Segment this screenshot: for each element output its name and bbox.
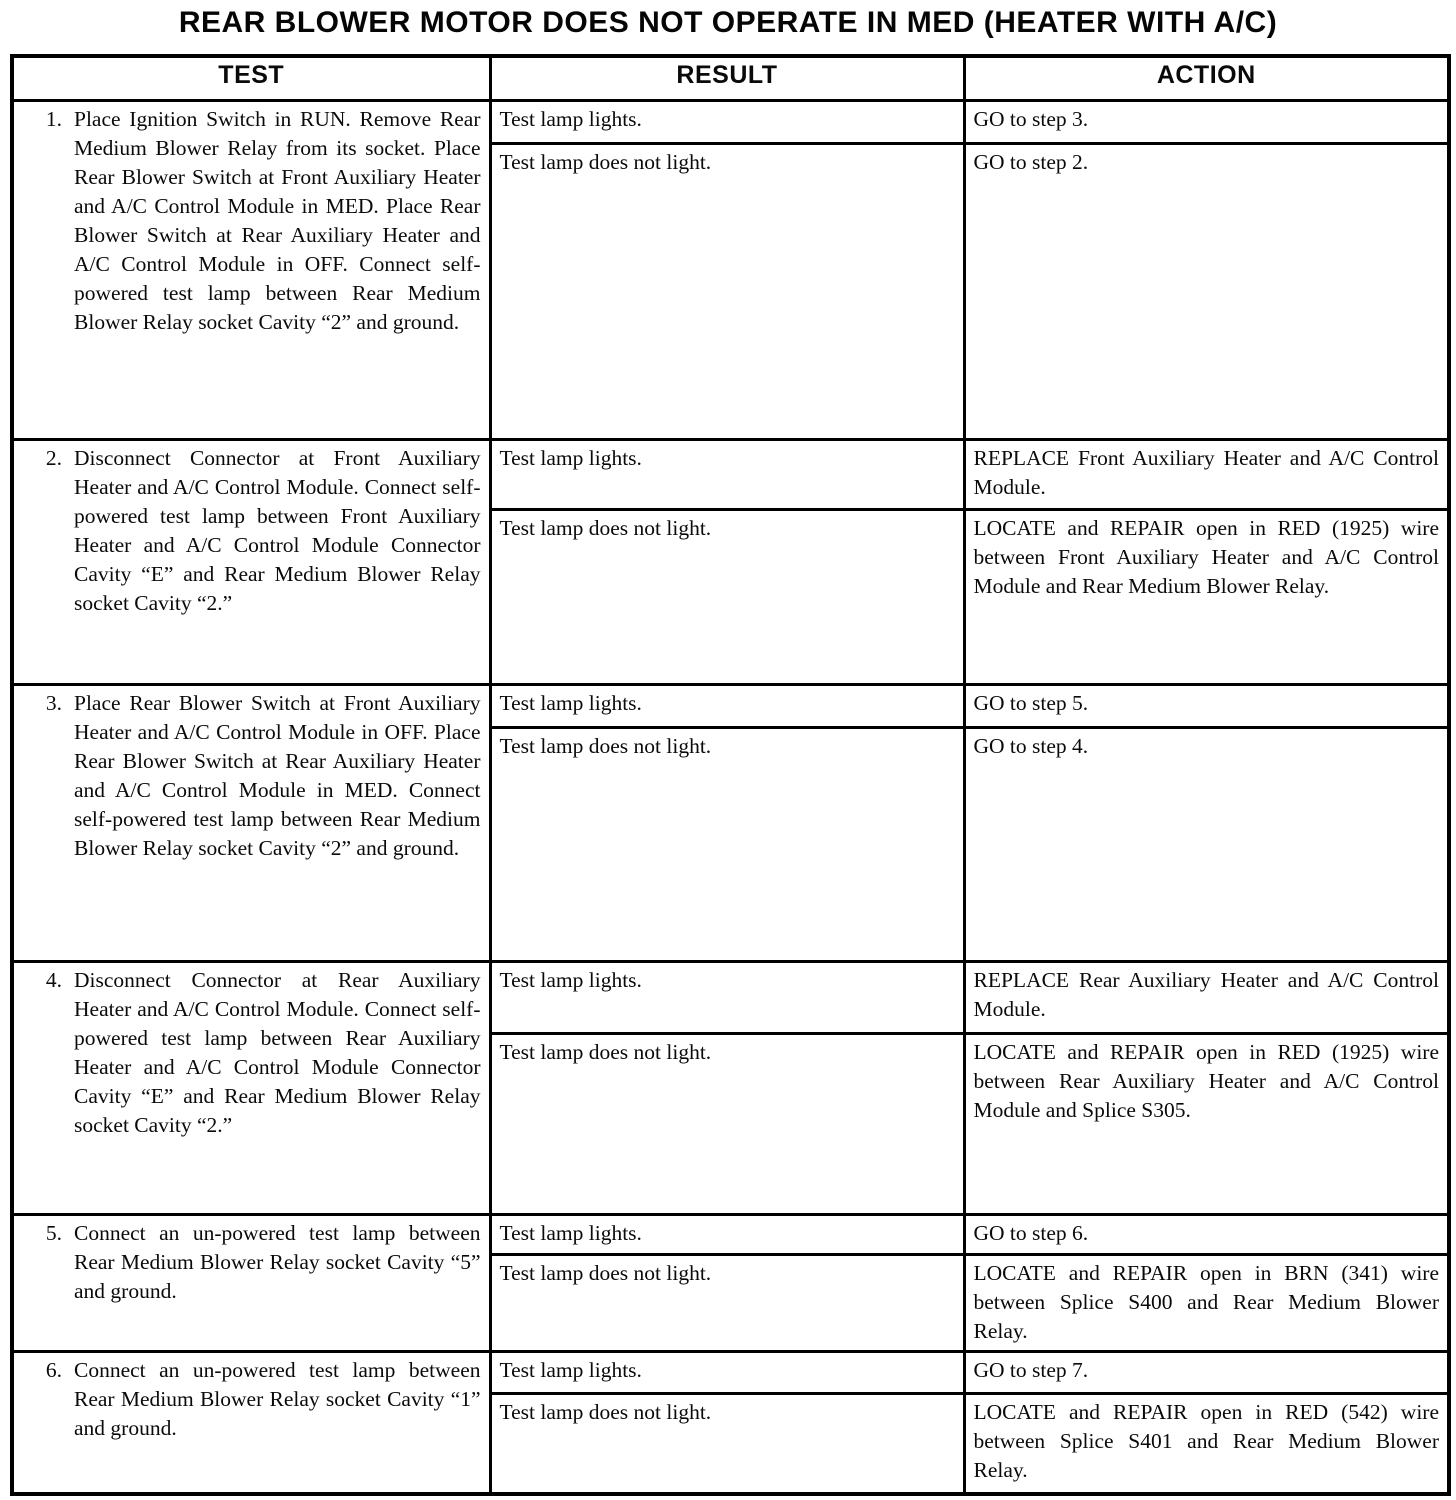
table-row	[12, 684, 1449, 727]
result-cell: Test lamp lights.	[490, 1351, 964, 1393]
column-header-test: TEST	[12, 56, 490, 100]
table-row	[12, 100, 1449, 143]
action-cell: LOCATE and REPAIR open in RED (542) wire between Splice S401 and Rear Medium Blower Relay.	[964, 1393, 1449, 1494]
table-row	[12, 1214, 1449, 1254]
result-cell: Test lamp lights.	[490, 100, 964, 143]
column-header-action: ACTION	[964, 56, 1449, 100]
test-cell-step-5	[12, 1214, 490, 1351]
step-number: 6.	[45, 1357, 62, 1382]
test-cell-step-2	[12, 439, 490, 684]
diagnostic-table	[10, 54, 1451, 1496]
page-title: REAR BLOWER MOTOR DOES NOT OPERATE IN MED (HEATER WITH A/C)	[178, 6, 1278, 39]
result-cell: Test lamp does not light.	[490, 1033, 964, 1214]
test-instructions: Disconnect Connector at Rear Auxiliary Heater and A/C Control Module. Connect self-powered test lamp between Rear Auxiliary Heater and A/C Control Module Connector Cavity “E” and Rear Medium Blower Relay socket Cavity “2.”	[74, 967, 481, 1137]
test-instructions: Place Rear Blower Switch at Front Auxiliary Heater and A/C Control Module in OFF. Place Rear Blower Switch at Rear Auxiliary Heater and A/C Control Module in MED. Connect self-powered test lamp between Rear Medium Blower Relay socket Cavity “2” and ground.	[74, 690, 481, 860]
step-number: 4.	[45, 967, 62, 992]
action-cell: GO to step 3.	[964, 100, 1449, 143]
test-cell-step-1	[12, 100, 490, 439]
result-cell: Test lamp lights.	[490, 684, 964, 727]
result-cell: Test lamp lights.	[490, 1214, 964, 1254]
action-cell: LOCATE and REPAIR open in RED (1925) wire between Rear Auxiliary Heater and A/C Control Module and Splice S305.	[964, 1033, 1449, 1214]
step-number: 5.	[45, 1220, 62, 1245]
result-cell: Test lamp does not light.	[490, 727, 964, 961]
result-cell: Test lamp lights.	[490, 439, 964, 509]
result-cell: Test lamp does not light.	[490, 1393, 964, 1494]
step-number: 3.	[45, 690, 62, 715]
action-cell: GO to step 2.	[964, 143, 1449, 439]
table-row	[12, 1351, 1449, 1393]
table-row	[12, 961, 1449, 1033]
result-cell: Test lamp does not light.	[490, 143, 964, 439]
action-cell: GO to step 6.	[964, 1214, 1449, 1254]
test-instructions: Connect an un-powered test lamp between Rear Medium Blower Relay socket Cavity “5” and ground.	[74, 1220, 481, 1303]
test-cell-step-6	[12, 1351, 490, 1494]
action-cell: GO to step 7.	[964, 1351, 1449, 1393]
test-instructions: Connect an un-powered test lamp between Rear Medium Blower Relay socket Cavity “1” and ground.	[74, 1357, 481, 1440]
header-row	[12, 56, 1449, 100]
action-cell: REPLACE Rear Auxiliary Heater and A/C Control Module.	[964, 961, 1449, 1033]
column-header-result: RESULT	[490, 56, 964, 100]
table-row	[12, 439, 1449, 509]
action-cell: GO to step 4.	[964, 727, 1449, 961]
result-cell: Test lamp does not light.	[490, 509, 964, 684]
action-cell: REPLACE Front Auxiliary Heater and A/C Control Module.	[964, 439, 1449, 509]
action-cell: LOCATE and REPAIR open in RED (1925) wire between Front Auxiliary Heater and A/C Control Module and Rear Medium Blower Relay.	[964, 509, 1449, 684]
result-cell: Test lamp does not light.	[490, 1254, 964, 1351]
action-cell: LOCATE and REPAIR open in BRN (341) wire between Splice S400 and Rear Medium Blower Relay.	[964, 1254, 1449, 1351]
test-instructions: Disconnect Connector at Front Auxiliary Heater and A/C Control Module. Connect self-powered test lamp between Front Auxiliary Heater and A/C Control Module Connector Cavity “E” and Rear Medium Blower Relay socket Cavity “2.”	[74, 445, 481, 615]
test-cell-step-4	[12, 961, 490, 1214]
step-number: 1.	[45, 106, 62, 131]
step-number: 2.	[45, 445, 62, 470]
test-instructions: Place Ignition Switch in RUN. Remove Rear Medium Blower Relay from its socket. Place Rear Blower Switch at Front Auxiliary Heater and A/C Control Module in MED. Place Rear Blower Switch at Rear Auxiliary Heater and A/C Control Module in OFF. Connect self-powered test lamp between Rear Medium Blower Relay socket Cavity “2” and ground.	[74, 106, 481, 334]
test-cell-step-3	[12, 684, 490, 961]
result-cell: Test lamp lights.	[490, 961, 964, 1033]
action-cell: GO to step 5.	[964, 684, 1449, 727]
